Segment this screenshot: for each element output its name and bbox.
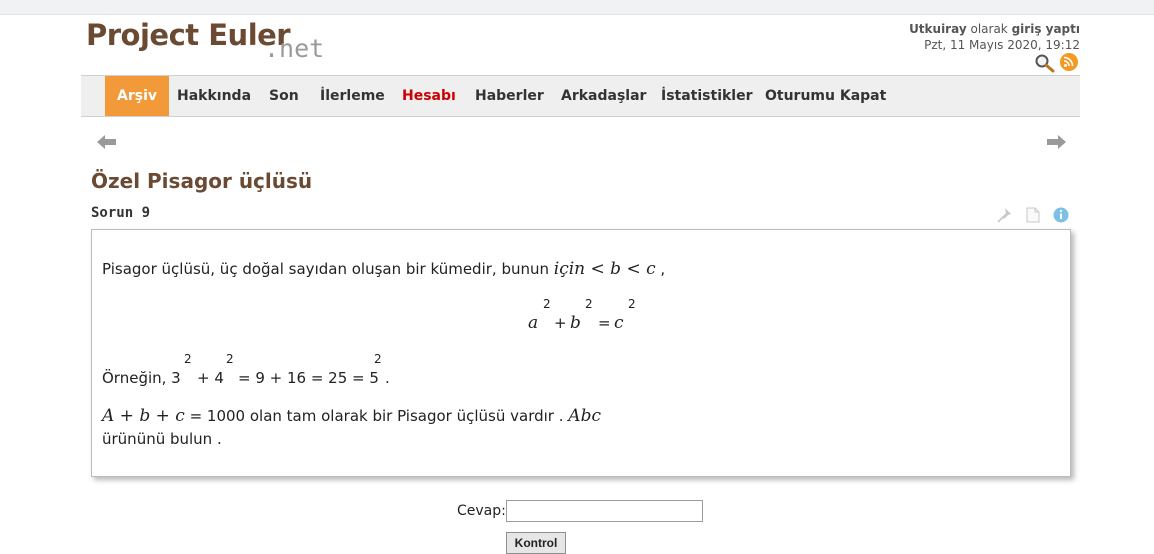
username: Utkuiray [909, 22, 967, 36]
user-info [909, 21, 1080, 53]
top-icons [1034, 53, 1080, 73]
info-icon[interactable] [1054, 208, 1069, 223]
problem-title: Özel Pisagor üçlüsü [91, 169, 313, 193]
nav-progress[interactable]: İlerleme [320, 88, 385, 104]
search-icon[interactable] [1037, 56, 1054, 72]
arrow-left-icon [95, 132, 119, 152]
document-icon[interactable] [1027, 208, 1039, 222]
problem-number: Sorun 9 [91, 205, 151, 221]
site-logo[interactable] [86, 18, 346, 62]
as-text: olarak [970, 22, 1008, 36]
problem-line-5: ürününü bulun . [102, 430, 222, 448]
problem-line-1: Pisagor üçlüsü, üç doğal sayıdan oluşan bir kümedir, bunun için < b < c , [102, 259, 666, 279]
logged-in-text: giriş yaptı [1011, 22, 1080, 36]
nav-news[interactable]: Haberler [475, 88, 544, 104]
pin-icon[interactable] [998, 208, 1011, 222]
nav-archive[interactable]: Arşiv [105, 76, 169, 116]
previous-problem-arrow[interactable] [95, 132, 119, 152]
logo-main-text: Project Euler [86, 18, 291, 52]
next-problem-arrow[interactable] [1044, 132, 1068, 152]
browser-top-strip [0, 0, 1154, 15]
nav-statistics[interactable]: İstatistikler [661, 88, 753, 104]
answer-input[interactable] [506, 500, 703, 522]
nav-friends[interactable]: Arkadaşlar [561, 88, 647, 104]
check-button[interactable]: Kontrol [506, 532, 566, 554]
current-datetime: Pzt, 11 Mayıs 2020, 19:12 [924, 38, 1080, 52]
nav-recent[interactable]: Son [269, 88, 299, 104]
answer-label: Cevap: [457, 503, 506, 519]
logo-net-text: .net [264, 34, 325, 63]
rss-icon[interactable] [1060, 53, 1078, 71]
main-nav [81, 75, 1080, 117]
nav-logout[interactable]: Oturumu Kapat [765, 88, 887, 104]
arrow-right-icon [1044, 132, 1068, 152]
nav-account[interactable]: Hesabı [402, 88, 456, 104]
nav-about[interactable]: Hakkında [177, 88, 252, 104]
problem-line-4: A + b + c = 1000 olan tam olarak bir Pisagor üçlüsü vardır . Abc [102, 406, 601, 426]
problem-content: Pisagor üçlüsü, üç doğal sayıdan oluşan bir kümedir, bunun için < b < c , a 2 + b 2 = c 2 Örneğin, 3 2 + 4 2 = 9 + 16 = 25 = 5 2 . A + b + c = 1000 olan tam olarak bir Pisagor üçlüsü vardır . Abc ürününü bulun . [91, 229, 1071, 477]
problem-icons [996, 206, 1072, 224]
